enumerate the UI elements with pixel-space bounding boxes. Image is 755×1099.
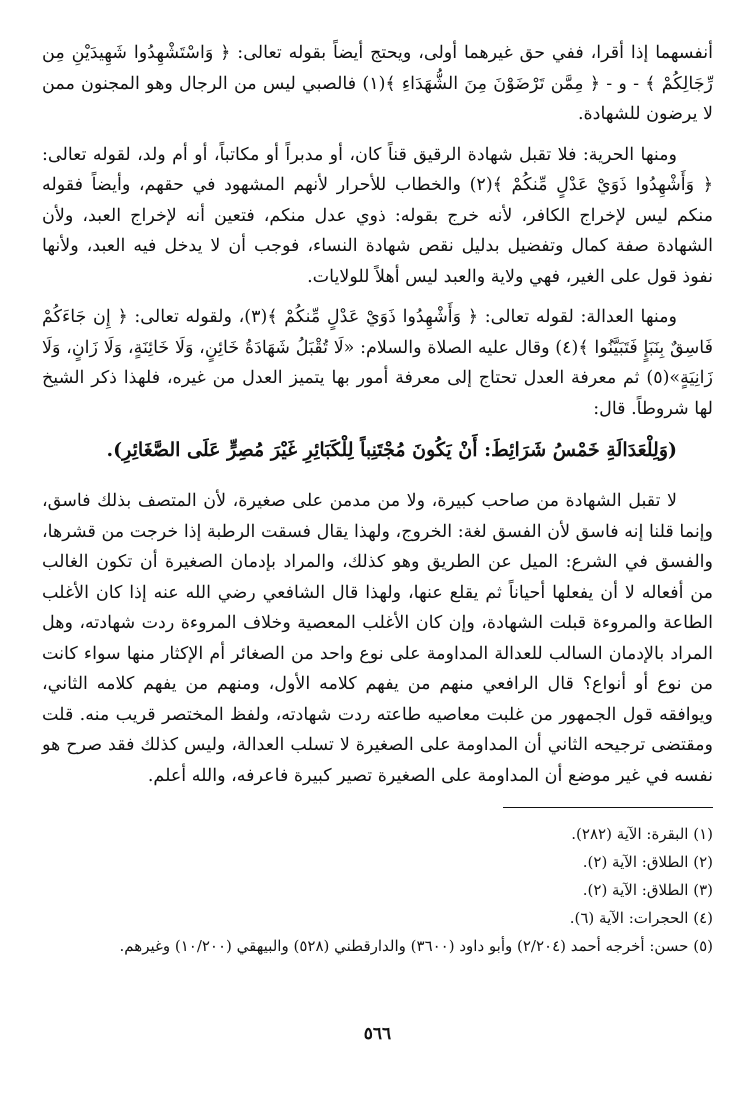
footnote-5: (٥) حسن: أخرجه أحمد (٢/٢٠٤) وأبو داود (٣٦٠٠) والدارقطني (٥٢٨) والبيهقي (١٠/٢٠٠) وغيرهم. — [119, 937, 713, 955]
matn-text: (وَلِلْعَدَالَةِ خَمْسُ شَرَائِطَ: أَنْ يَكُونَ مُجْتَنِباً لِلْكَبَائِرِ غَيْرَ مُصِرٍّ عَلَى الصَّغَائِرِ). — [106, 439, 677, 461]
paragraph-continuation: أنفسهما إذا أقرا، ففي حق غيرهما أولى، ويحتج أيضاً بقوله تعالى: ﴿ وَاسْتَشْهِدُوا شَهِيدَيْنِ مِن رِّجَالِكُمْ ﴾ - و - ﴿ مِمَّن تَرْضَوْنَ مِنَ الشُّهَدَاءِ ﴾(١) فالصبي ليس من الرجال وهو المجنون ممن لا يرضون للشهادة. — [42, 43, 713, 124]
footnotes — [42, 820, 713, 960]
commentary-paragraph: لا تقبل الشهادة من صاحب كبيرة، ولا من مدمن على صغيرة، لأن المتصف بذلك فاسق، وإنما قلنا إنه فاسق لأن الفسق لغة: الخروج، ولهذا يقال فسقت الرطبة إذا خرجت من قشرها، والفسق في الشرع: الميل عن الطريق وهو كذلك، والمراد بإدمان الصغيرة أن تكون الغالب من أفعاله لا أن يفعلها أحياناً ثم يقلع عنها، ولهذا قال الشافعي رضي الله عنه إذا كان الأغلب الطاعة والمروءة قبلت الشهادة، وإن كان الأغلب المعصية وخلاف المروءة ردت شهادته، وهل المراد بالإدمان السالب للعدالة المداومة على نوع واحد من الصغائر أم الإكثار منها سواء كانت من نوع أو أنواع؟ قال الرافعي منهم من يفهم كلامه الأول، ومنهم من يفهم كلامه الثاني، ويوافقه قول الجمهور من غلبت معاصيه طاعته ردت شهادته، ولفظ المختصر قريب منه. قلت ومقتضى ترجيحه الثاني أن المداومة على الصغيرة لا تسلب العدالة، وليس كذلك فقد صرح هو نفسه في غير موضع أن المداومة على الصغيرة تصير كبيرة فاعرفه، والله أعلم. — [42, 491, 713, 786]
page-number: ٥٦٦ — [363, 1024, 392, 1044]
footnote-3: (٣) الطلاق: الآية (٢). — [582, 881, 713, 899]
footnote-2: (٢) الطلاق: الآية (٢). — [582, 853, 713, 871]
footnote-1: (١) البقرة: الآية (٢٨٢). — [571, 825, 713, 843]
footnote-4: (٤) الحجرات: الآية (٦). — [569, 909, 713, 927]
paragraph-justice: ومنها العدالة: لقوله تعالى: ﴿ وَأَشْهِدُوا ذَوَيْ عَدْلٍ مِّنكُمْ ﴾(٣)، ولقوله تعالى: ﴿ إِن جَاءَكُمْ فَاسِقٌ بِنَبَإٍ فَتَبَيَّنُوا ﴾(٤) وقال عليه الصلاة والسلام: «لَا تُقْبَلُ شَهَادَةُ خَائِنٍ، وَلَا خَائِنَةٍ، وَلَا زَانٍ، وَلَا زَانِيَةٍ»(٥) ثم معرفة العدل تحتاج إلى معرفة أمور بها يتميز العدل من غيره، فلهذا ذكر الشيخ لها شروطاً. قال: — [42, 307, 713, 419]
paragraph-freedom: ومنها الحرية: فلا تقبل شهادة الرقيق قناً كان، أو مدبراً أو مكاتباً، أو أم ولد، لقوله تعالى: ﴿ وَأَشْهِدُوا ذَوَيْ عَدْلٍ مِّنكُمْ ﴾(٢) والخطاب للأحرار لأنهم المشهود في حقهم، وأيضاً فقوله منكم ليس لإخراج الكافر، لأنه خرج بقوله: ذوي عدل منكم، فتعين أنه لإخراج العبد، ولأن الشهادة صفة كمال وتفضيل بدليل نقص شهادة النساء، فوجب أن لا يدخل فيه العبد، ولأنها نفوذ قول على الغير، فهي ولاية والعبد ليس أهلاً للولايات. — [42, 144, 713, 287]
footnote-divider — [503, 807, 713, 808]
